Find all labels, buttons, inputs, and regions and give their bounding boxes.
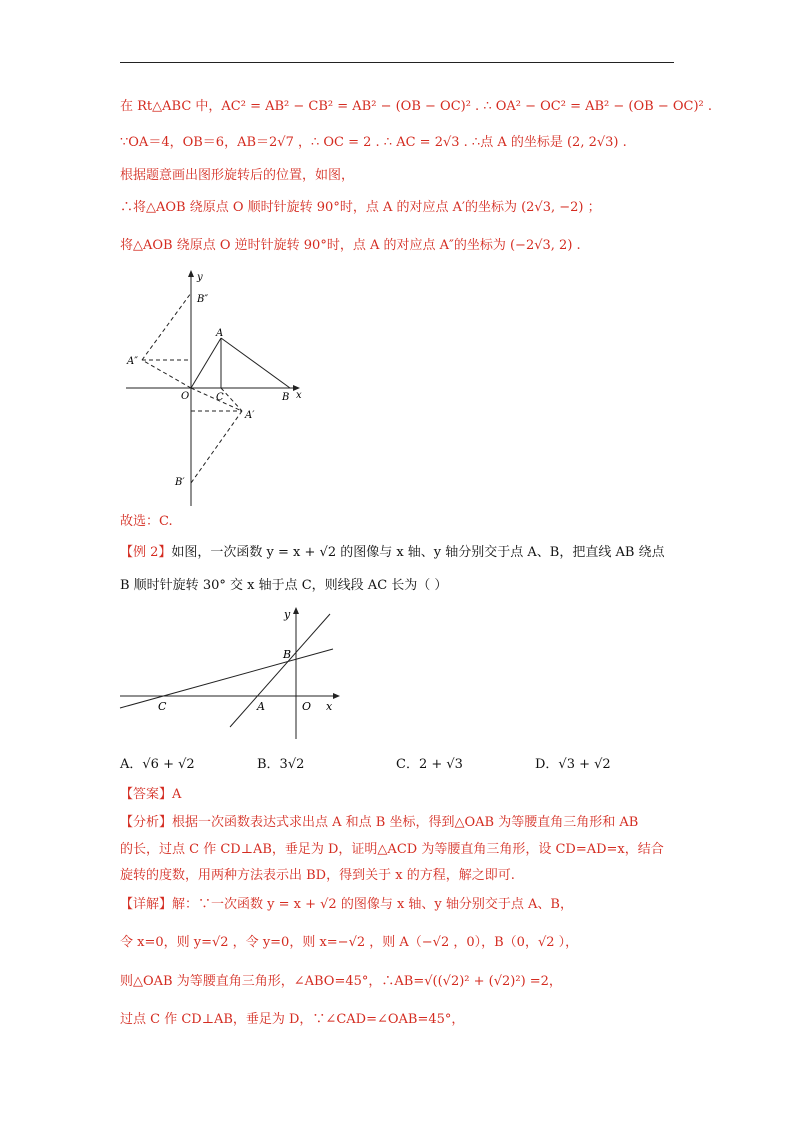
analysis-line-2: 的长，过点 C 作 CD⊥AB，垂足为 D，证明△ACD 为等腰直角三角形，设 CD=AD=x，结合 xyxy=(120,842,664,857)
conclusion: 故选：C. xyxy=(120,514,173,529)
solution-line-2: ∵OA＝4，OB＝6，AB＝2√7 ，∴ OC = 2 . ∴ AC = 2√3 . ∴点 A 的坐标是 (2, 2√3) . xyxy=(120,135,627,150)
solution-line-3: 根据题意画出图形旋转后的位置，如图， xyxy=(120,168,355,183)
fig1-label-y: y xyxy=(197,272,203,283)
answer-value: A xyxy=(172,787,182,802)
fig1-label-B-double: B″ xyxy=(197,294,209,305)
options-row xyxy=(120,753,680,775)
example2-text-1: 如图，一次函数 y = x + √2 的图像与 x 轴、y 轴分别交于点 A、B，把直线 AB 绕点 xyxy=(171,545,665,560)
option-a[interactable]: A．√6 + √2 xyxy=(120,757,195,772)
fig2-label-y: y xyxy=(284,608,291,621)
detail-line-1 xyxy=(120,896,573,914)
detail-tag: 【详解】 xyxy=(120,897,173,912)
example2-line-2: B 顺时针旋转 30° 交 x 轴于点 C，则线段 AC 长为（ ） xyxy=(120,578,448,593)
solution-line-1: 在 Rt△ABC 中，AC² = AB² − CB² = AB² − (OB − OC)² . ∴ OA² − OC² = AB² − (OB − OC)² . xyxy=(120,99,713,114)
fig1-label-A-prime: A′ xyxy=(245,410,255,421)
analysis-line-3: 旋转的度数，用两种方法表示出 BD，得到关于 x 的方程，解之即可. xyxy=(120,868,515,883)
fig2-label-B: B xyxy=(283,648,292,661)
fig2-label-A: A xyxy=(257,700,265,713)
analysis-tag: 【分析】 xyxy=(120,815,173,830)
fig1-label-C: C xyxy=(216,392,224,403)
option-b[interactable]: B．3√2 xyxy=(257,757,305,772)
rotation-figure xyxy=(118,268,318,508)
solution-line-4: ∴将△AOB 绕原点 O 顺时针旋转 90°时，点 A 的对应点 A′的坐标为 (2√3, −2) ； xyxy=(120,200,601,215)
analysis-text-1: 根据一次函数表达式求出点 A 和点 B 坐标，得到△OAB 为等腰直角三角形和 AB xyxy=(172,815,639,830)
fig1-label-x: x xyxy=(296,390,302,401)
fig1-label-O: O xyxy=(181,391,190,402)
solution-line-5: 将△AOB 绕原点 O 逆时针旋转 90°时，点 A 的对应点 A″的坐标为 (−2√3, 2) . xyxy=(120,238,581,253)
answer-line xyxy=(120,786,181,804)
fig1-label-A: A xyxy=(216,328,224,339)
detail-line-3: 则△OAB 为等腰直角三角形，∠ABO=45°，∴AB=√((√2)² + (√2)²) =2， xyxy=(120,974,562,989)
fig1-label-A-double: A″ xyxy=(127,356,138,367)
option-c[interactable]: C．2 + √3 xyxy=(396,757,463,772)
segment-AB xyxy=(221,338,290,388)
line-rotation-figure xyxy=(118,604,348,744)
detail-line-2: 令 x=0，则 y=√2 ，令 y=0，则 x=−√2 ，则 A（−√2 ，0），B（0，√2 ）， xyxy=(120,935,579,950)
detail-text-1: 解：∵一次函数 y = x + √2 的图像与 x 轴、y 轴分别交于点 A、B， xyxy=(172,897,573,912)
fig1-label-B: B xyxy=(282,392,290,403)
fig2-label-C: C xyxy=(158,700,167,713)
detail-line-4: 过点 C 作 CD⊥AB，垂足为 D，∵∠CAD=∠OAB=45°， xyxy=(120,1012,465,1027)
fig1-label-B-prime: B′ xyxy=(175,477,185,488)
fig2-label-x: x xyxy=(326,700,333,713)
example2-tag: 【例 2】 xyxy=(120,545,172,560)
example2-line-1 xyxy=(120,544,665,562)
option-d[interactable]: D．√3 + √2 xyxy=(535,757,611,772)
segment-OA xyxy=(191,338,221,388)
answer-tag: 【答案】 xyxy=(120,787,173,802)
header-rule xyxy=(120,62,674,63)
analysis-line-1 xyxy=(120,814,638,832)
line-AB xyxy=(230,614,330,727)
fig2-label-O: O xyxy=(302,700,312,713)
